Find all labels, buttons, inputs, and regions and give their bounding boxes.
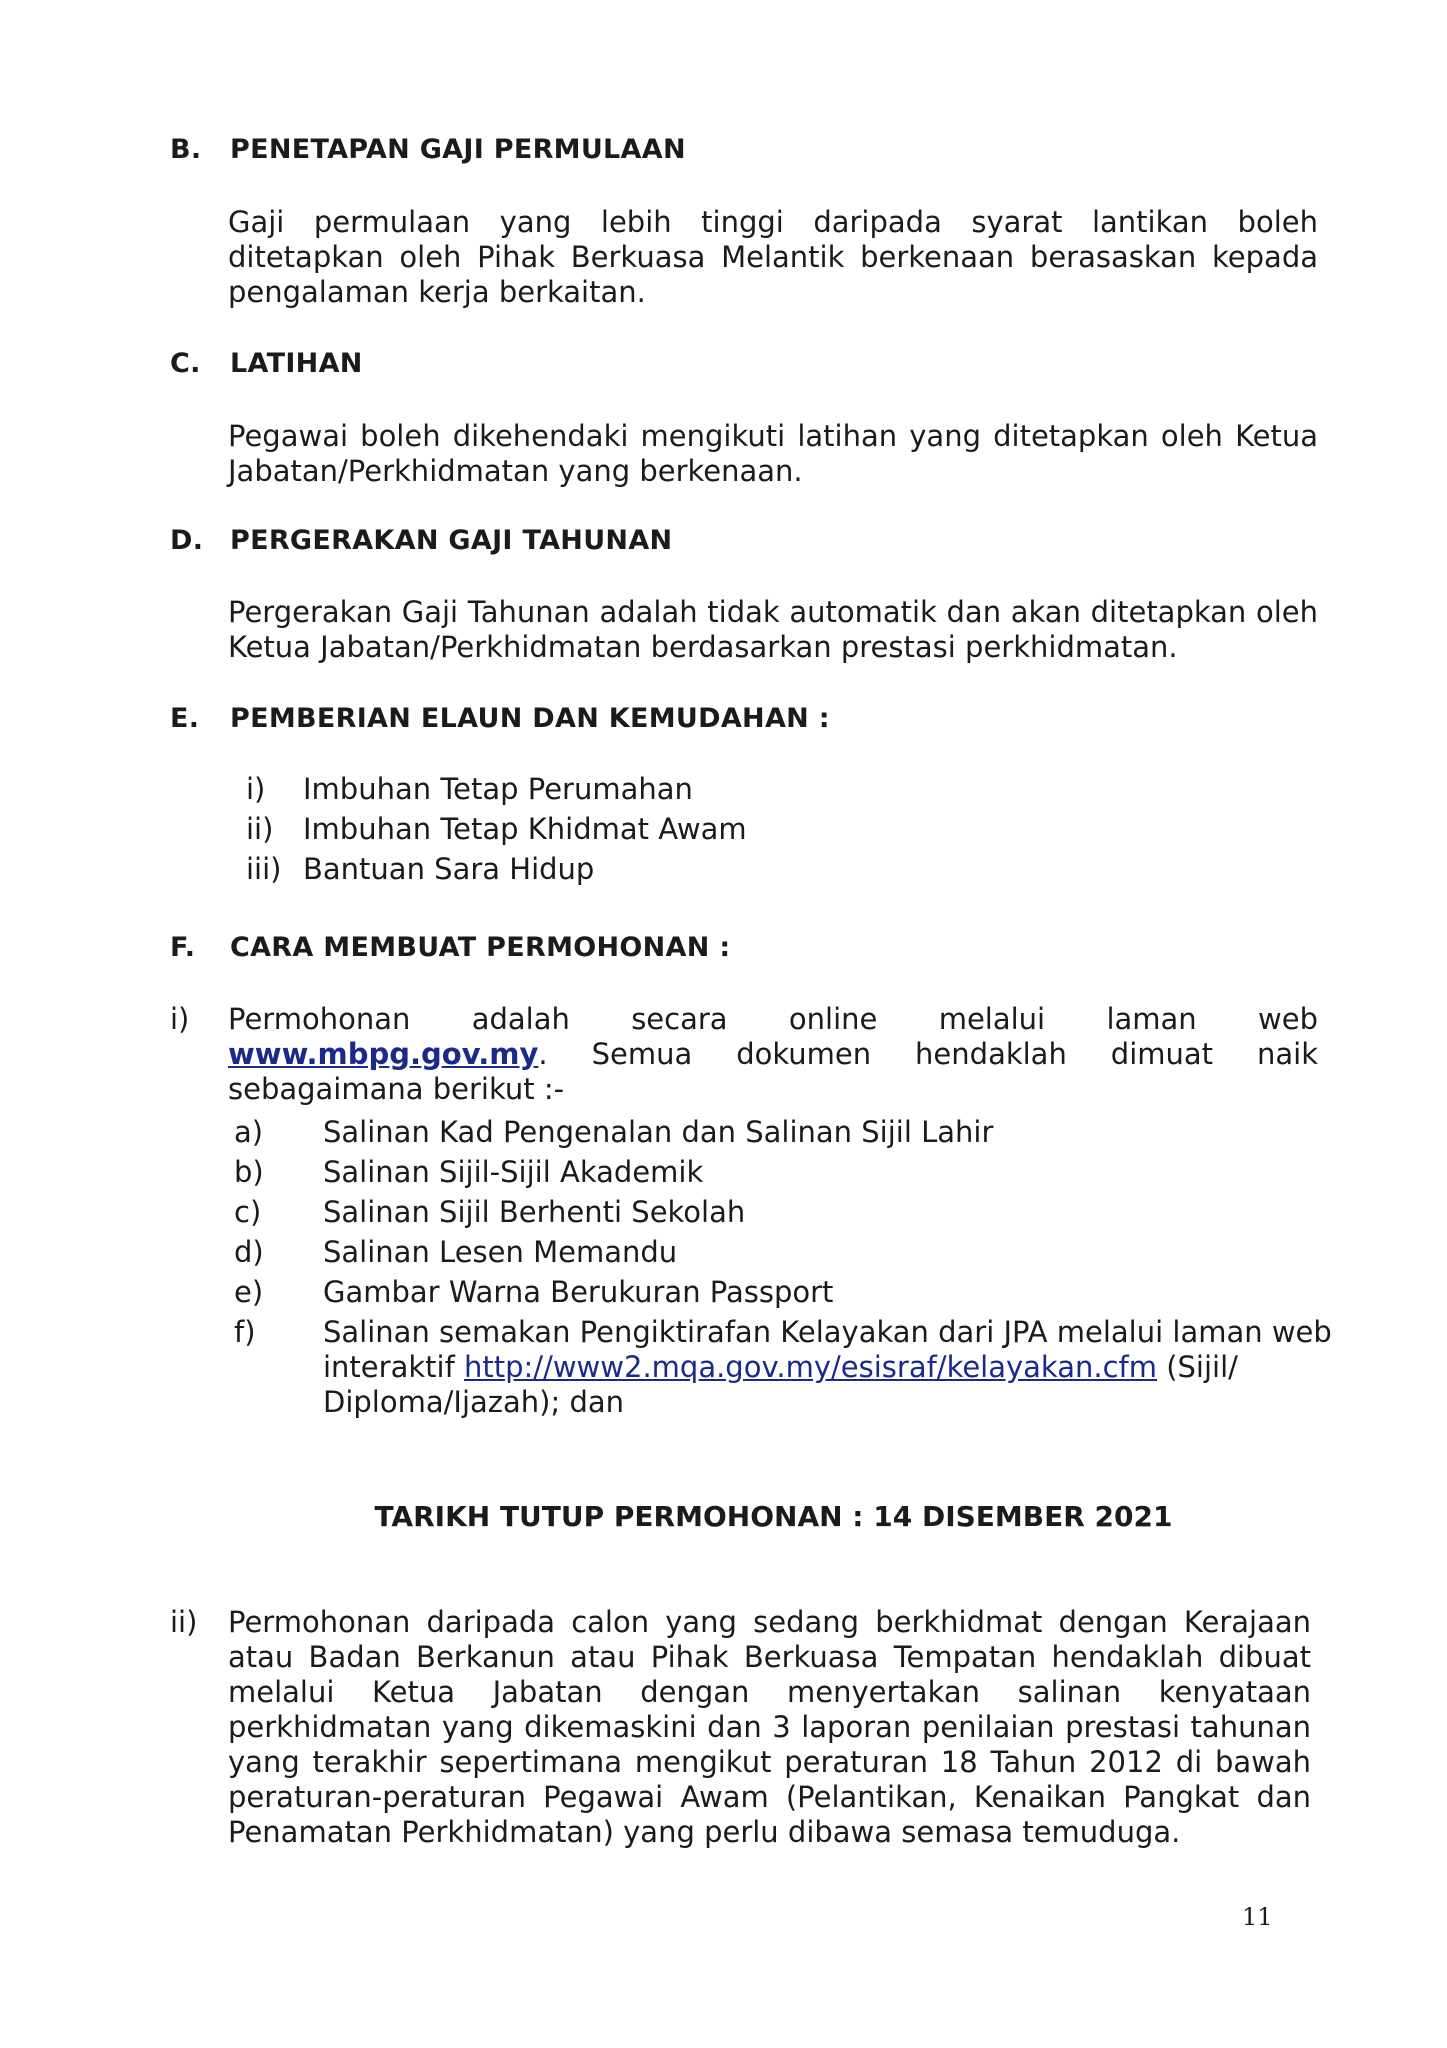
item-number: i) <box>170 1002 190 1036</box>
section-letter: D. <box>170 525 204 556</box>
item-text: Salinan Kad Pengenalan dan Salinan Sijil Lahir <box>323 1115 994 1149</box>
item-number: b) <box>234 1155 264 1189</box>
text: interaktif <box>323 1350 464 1384</box>
section-title: CARA MEMBUAT PERMOHONAN : <box>230 932 731 963</box>
item-number: f) <box>234 1315 256 1349</box>
item-number: iii) <box>246 852 282 886</box>
item-number: i) <box>246 772 266 806</box>
item-text: Salinan Lesen Memandu <box>323 1235 678 1269</box>
text: Permohonan adalah secara online melalui laman web <box>228 1002 1318 1036</box>
item-number: e) <box>234 1275 264 1309</box>
text: Diploma/Ijazah); dan <box>323 1385 625 1419</box>
page-number: 11 <box>1242 1903 1273 1931</box>
closing-date-title: TARIKH TUTUP PERMOHONAN : 14 DISEMBER 2021 <box>374 1500 1173 1533</box>
item-number: d) <box>234 1235 264 1269</box>
text: (Sijil/ <box>1156 1350 1238 1384</box>
item-text: Gambar Warna Berukuran Passport <box>323 1275 834 1309</box>
item-text: Imbuhan Tetap Khidmat Awam <box>303 812 747 846</box>
item-number: c) <box>234 1195 262 1229</box>
section-title: PENETAPAN GAJI PERMULAAN <box>230 134 686 165</box>
section-b-body: Gaji permulaan yang lebih tinggi daripada syarat lantikan boleh ditetapkan oleh Pihak Berkuasa Melantik berkenaan berasaskan kepada pengalaman kerja berkaitan. <box>228 205 1318 309</box>
item-text: Salinan semakan Pengiktirafan Kelayakan dari JPA melalui laman web <box>323 1315 1332 1349</box>
section-letter: F. <box>170 932 196 963</box>
section-c-body: Pegawai boleh dikehendaki mengikuti latihan yang ditetapkan oleh Ketua Jabatan/Perkhidmatan yang berkenaan. <box>228 419 1318 488</box>
item-text: Salinan Sijil Berhenti Sekolah <box>323 1195 746 1229</box>
item-number: a) <box>234 1115 264 1149</box>
item-text: Bantuan Sara Hidup <box>303 852 595 886</box>
item-text: Imbuhan Tetap Perumahan <box>303 772 693 806</box>
item-number: ii) <box>170 1605 198 1639</box>
mbpg-website-link[interactable]: www.mbpg.gov.my <box>228 1037 539 1071</box>
item-number: ii) <box>246 812 274 846</box>
mqa-link[interactable]: http://www2.mqa.gov.my/esisraf/kelayakan.cfm <box>464 1350 1157 1384</box>
section-letter: C. <box>170 348 201 379</box>
section-title: PEMBERIAN ELAUN DAN KEMUDAHAN : <box>230 703 830 734</box>
section-letter: E. <box>170 703 200 734</box>
item-text: Salinan Sijil-Sijil Akademik <box>323 1155 704 1189</box>
document-item-continued <box>323 1385 624 1420</box>
serving-candidates-paragraph: Permohonan daripada calon yang sedang berkhidmat dengan Kerajaan atau Badan Berkanun atau Pihak Berkuasa Tempatan hendaklah dibuat melalui Ketua Jabatan dengan menyertakan salinan kenyataan perkhidmatan yang dikemaskini dan 3 laporan penilaian prestasi tahunan yang terakhir sepertimana mengikut peraturan 18 Tahun 2012 di bawah peraturan-peraturan Pegawai Awam (Pelantikan, Kenaikan Pangkat dan Penamatan Perkhidmatan) yang perlu dibawa semasa temuduga. <box>228 1605 1311 1849</box>
online-application-paragraph <box>228 1002 1318 1107</box>
section-title: LATIHAN <box>230 348 363 379</box>
section-d-body: Pergerakan Gaji Tahunan adalah tidak automatik dan akan ditetapkan oleh Ketua Jabatan/Perkhidmatan berdasarkan prestasi perkhidmatan. <box>228 595 1318 664</box>
text: . Semua dokumen hendaklah dimuat naik sebagaimana berikut :- <box>228 1037 1318 1106</box>
section-letter: B. <box>170 134 202 165</box>
document-item-continued <box>323 1350 1238 1385</box>
section-title: PERGERAKAN GAJI TAHUNAN <box>230 525 673 556</box>
